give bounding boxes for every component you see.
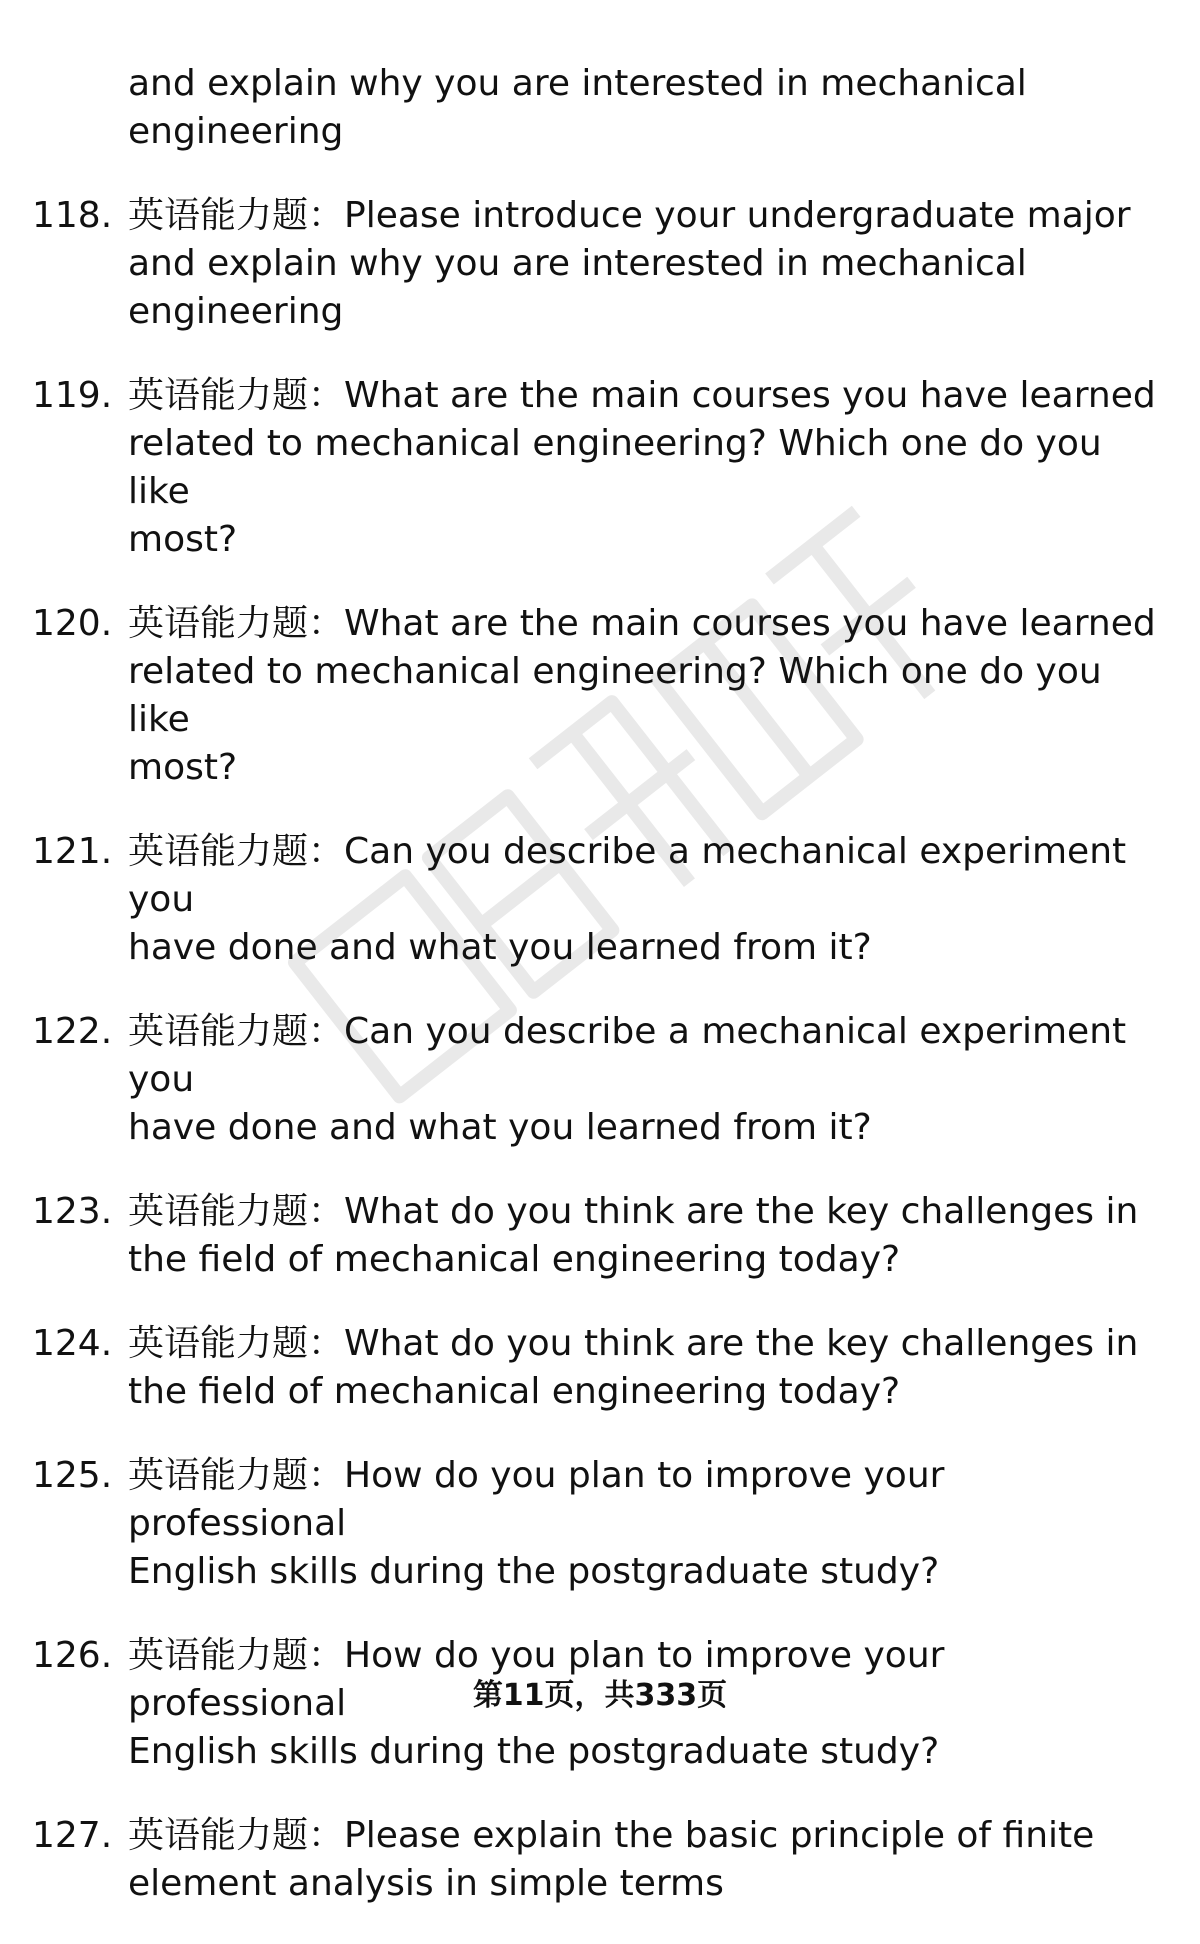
question-item: [32, 828, 1172, 972]
question-text: 英语能力题：How do you plan to improve your professional English skills during the postgraduate study?: [128, 1635, 945, 1772]
question-text: 英语能力题：What are the main courses you have learned related to mechanical engineering? Which one do you like most?: [128, 375, 1156, 560]
question-item: [32, 1452, 1172, 1596]
question-text: 英语能力题：Please explain the basic principle of finite element analysis in simple terms: [128, 1815, 1095, 1904]
question-number: 121.: [32, 831, 113, 872]
question-number: 127.: [32, 1815, 113, 1856]
question-text: 英语能力题：Please introduce your undergraduate major and explain why you are interested in mechanical engineering: [128, 195, 1131, 332]
question-text: 英语能力题：What do you think are the key challenges in the field of mechanical engineering today?: [128, 1191, 1139, 1280]
question-item: [32, 1008, 1172, 1152]
question-item: [32, 1812, 1172, 1908]
question-number: 123.: [32, 1191, 113, 1232]
question-item: [32, 1188, 1172, 1284]
question-number: 120.: [32, 603, 113, 644]
question-item: [32, 1320, 1172, 1416]
question-item: [32, 372, 1172, 564]
question-item: [32, 192, 1172, 336]
question-number: 122.: [32, 1011, 113, 1052]
question-text: 英语能力题：What are the main courses you have learned related to mechanical engineering? Which one do you like most?: [128, 603, 1156, 788]
question-item: [32, 600, 1172, 792]
continued-question-text: and explain why you are interested in mechanical engineering: [128, 63, 1027, 152]
question-number: 125.: [32, 1455, 113, 1496]
question-text: 英语能力题：Can you describe a mechanical experiment you have done and what you learned from it?: [128, 1011, 1127, 1148]
page-number: 第11页，共333页: [472, 1678, 728, 1713]
question-number: 124.: [32, 1323, 113, 1364]
question-number: 119.: [32, 375, 113, 416]
question-text: 英语能力题：How do you plan to improve your professional English skills during the postgraduate study?: [128, 1455, 945, 1592]
question-number: 118.: [32, 195, 113, 236]
question-text: 英语能力题：Can you describe a mechanical experiment you have done and what you learned from it?: [128, 831, 1127, 968]
question-text: 英语能力题：What do you think are the key challenges in the field of mechanical engineering today?: [128, 1323, 1139, 1412]
question-number: 126.: [32, 1635, 113, 1676]
